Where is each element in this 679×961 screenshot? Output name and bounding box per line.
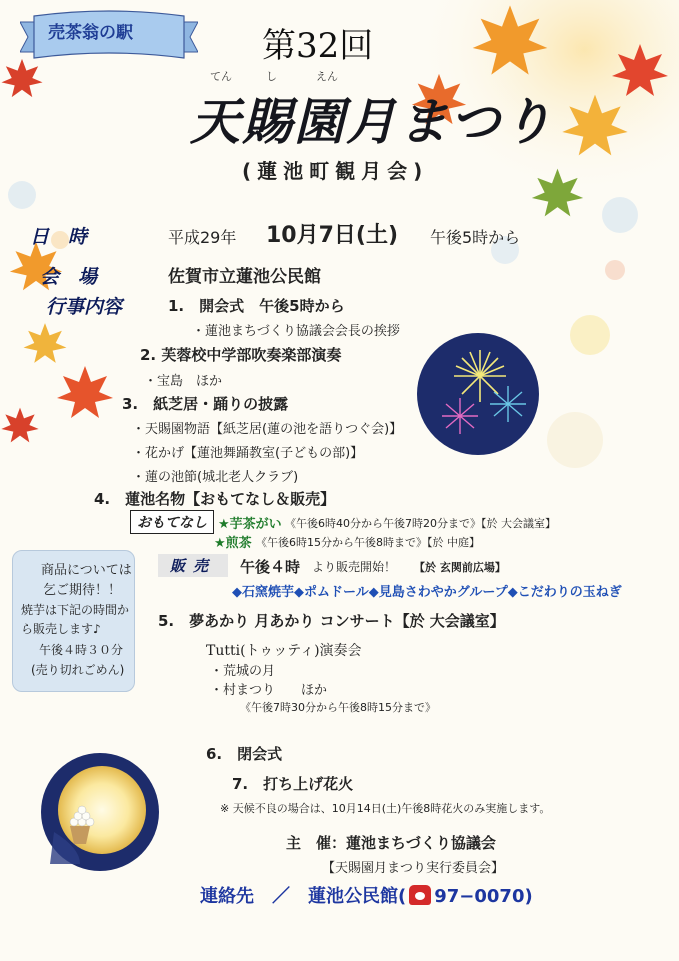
omotenashi-item-1-name: ★芋茶がい [218,517,282,532]
omotenashi-item-1-detail: 《午後6時40分から午後7時20分まで》【於 大会議室】 [285,517,556,530]
concert-song: ・荒城の月 [210,664,276,679]
sale-text: より販売開始！ [312,560,397,574]
contact-info [200,882,533,908]
maple-leaf-icon [55,362,115,422]
datetime-date: 10月7日(土) [266,223,399,248]
program-item-3-line: ・天賜園物語【紙芝居(蓮の池を語りつぐ会)】 [132,422,403,437]
program-item-4: 4. 蓮池名物【おもてなし＆販売】 [94,490,336,508]
sale-time: 午後４時 [240,558,301,576]
note-line: ら販売します♪ [21,622,101,636]
note-line: 午後４時３０分 [39,643,124,657]
sale-place: 【於 玄関前広場】 [414,561,506,574]
program-item-1: 1. 開会式 午後5時から [168,297,345,315]
organizer-sub: 【天賜園月まつり実行委員会】 [322,861,505,876]
page-subtitle: (蓮池町観月会) [242,159,429,183]
note-line: 乞ご期待！！ [43,583,122,598]
sale-goods: ◆石窯焼芋◆ポムドール◆見島さわやかグループ◆こだわりの玉ねぎ [232,585,622,600]
venue-label: 会 場 [40,266,98,288]
concert-song: ・村まつり ほか [210,683,328,698]
venue-value: 佐賀市立蓮池公民館 [168,267,321,287]
maple-leaf-icon [470,0,550,80]
note-line: (売り切れごめん) [31,663,125,677]
program-item-3-line: ・蓮の池節(城北老人クラブ) [132,470,299,485]
datetime-era: 平成29年 [168,228,237,247]
datetime-label: 日 時 [30,226,88,248]
program-item-3-line: ・花かげ【蓮池舞踊教室(子どもの部)】 [132,446,364,461]
note-line: 焼芋は下記の時間か [21,603,130,617]
program-item-3: 3. 紙芝居・踊りの披露 [122,395,289,413]
page-title: 天賜園月まつり [190,92,554,151]
edition-number: 第32回 [262,26,374,66]
ribbon-text: 売茶翁の駅 [48,23,133,43]
note-line: 商品については [41,563,132,578]
maple-leaf-icon [530,165,585,220]
program-item-6: 6. 閉会式 [206,745,283,763]
title-ruby: えん [316,70,338,83]
program-item-2-line: ・宝島 ほか [144,374,223,389]
program-item-1-line: ・蓮池まちづくり協議会会長の挨拶 [192,324,400,339]
maple-leaf-icon [560,90,630,160]
concert-group: Tutti(トゥッティ)演奏会 [206,643,362,659]
maple-leaf-icon [22,320,68,366]
moon-icon [40,752,160,872]
datetime-time: 午後5時から [430,228,521,247]
omotenashi-item-2-detail: 《午後6時15分から午後8時まで》【於 中庭】 [256,536,480,549]
program-label: 行事内容 [46,296,123,318]
title-ruby: てん [210,70,232,83]
program-item-7: 7. 打ち上げ花火 [232,775,354,793]
omotenashi-item-2-name: ★煎茶 [214,536,252,551]
sale-label: 販売 [158,554,228,577]
program-item-5: 5. 夢あかり 月あかり コンサート【於 大会議室】 [158,612,505,630]
title-ruby: し [266,70,277,83]
concert-time: 《午後7時30分から午後8時15分まで》 [240,701,436,714]
rain-note: ※ 天候不良の場合は、10月14日(土)午後8時花火のみ実施します。 [220,802,551,815]
contact-label: 連絡先 ／ 蓮池公民館( [200,886,407,907]
omotenashi-label: おもてなし [130,510,214,534]
contact-phone: 97−0070) [434,886,533,907]
organizer-main: 主 催：蓮池まちづくり協議会 [286,834,496,852]
program-item-2: 2. 芙蓉校中学部吹奏楽部演奏 [140,346,342,364]
maple-leaf-icon [0,405,40,445]
note-box [12,550,135,692]
phone-icon [409,885,431,905]
fireworks-icon [416,332,540,456]
